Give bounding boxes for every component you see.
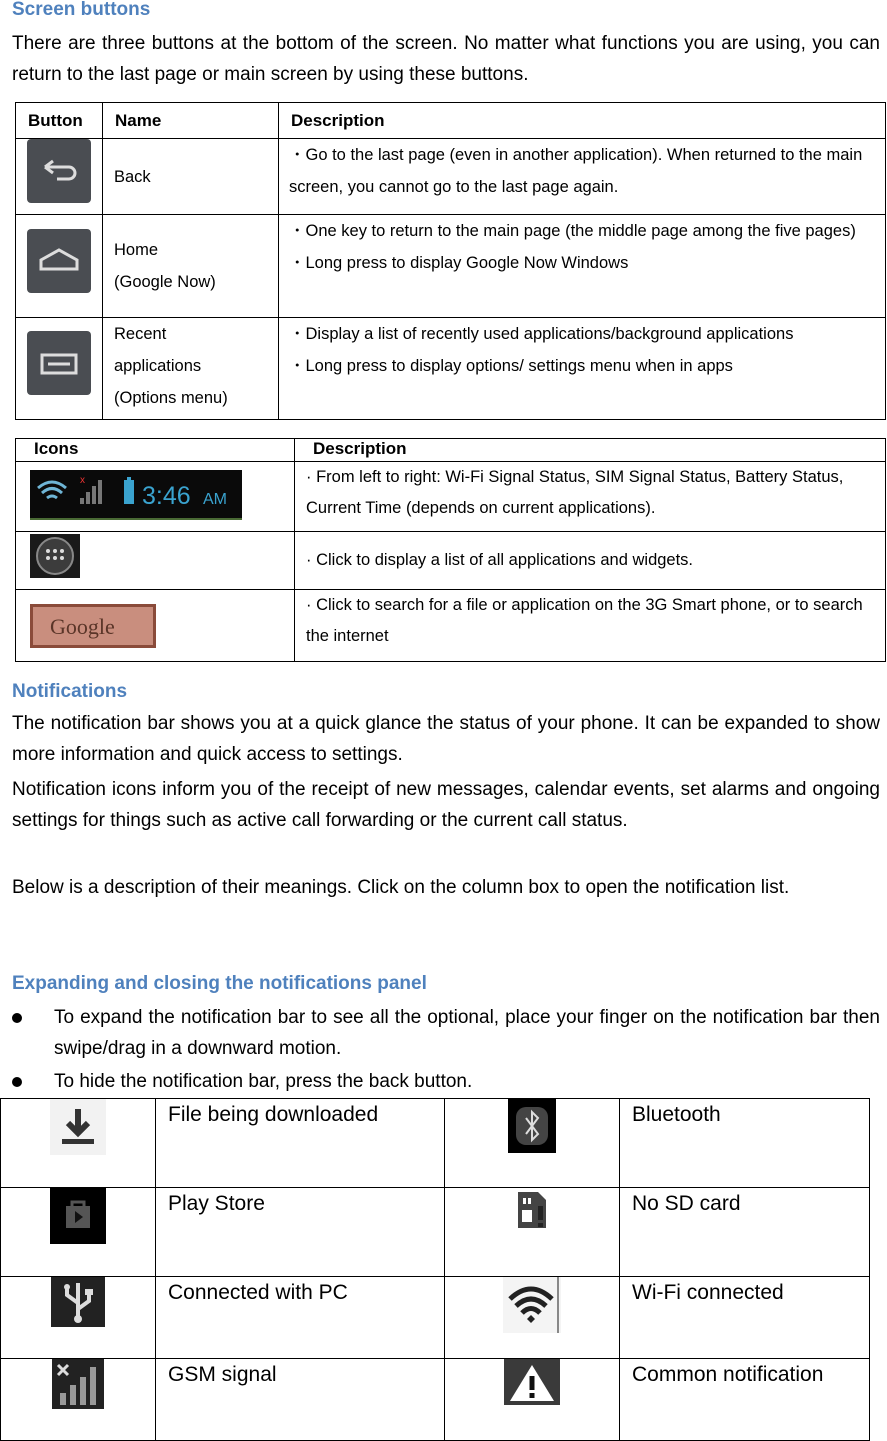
icon-desc-cell <box>295 462 886 532</box>
wifi-icon <box>503 1277 561 1333</box>
button-desc-line: ・One key to return to the main page (the middle page among the five pages) <box>289 222 856 240</box>
section-heading-notifications: Notifications <box>12 681 128 702</box>
button-desc-cell <box>279 215 886 318</box>
notif-icon-cell <box>1 1359 156 1441</box>
notif-icon-cell <box>445 1277 620 1359</box>
google-search-icon <box>30 604 156 648</box>
play-store-icon <box>50 1188 106 1244</box>
bullet-text: To hide the notification bar, press the back button. <box>54 1071 473 1092</box>
table-row <box>16 462 886 532</box>
table-row <box>1 1277 870 1359</box>
button-icon-cell <box>16 139 103 215</box>
button-desc-line: ・Long press to display Google Now Windows <box>289 254 629 272</box>
notif-label-cell <box>156 1277 445 1359</box>
notifications-para-2: Notification icons inform you of the receipt of new messages, calendar events, set alarms and ongoing settings for things such as active call forwarding or the current call status. <box>12 779 880 831</box>
button-icon-cell <box>16 215 103 318</box>
usb-icon <box>51 1277 105 1327</box>
header-button: Button <box>16 103 103 139</box>
table-header-row <box>16 439 886 462</box>
warning-icon <box>504 1359 560 1405</box>
notif-icon-cell <box>1 1277 156 1359</box>
button-desc-line: ・Go to the last page (even in another application). When returned to the main screen, you cannot go to the last page again. <box>289 146 863 196</box>
icon-desc: · Click to search for a file or application on the 3G Smart phone, or to search the internet <box>306 596 863 645</box>
button-name: Home <box>114 241 159 259</box>
table-row <box>16 532 886 590</box>
notif-label-cell <box>620 1359 870 1441</box>
header-icons: Icons <box>16 439 295 462</box>
svg-text:x: x <box>80 475 85 486</box>
all-apps-icon <box>30 534 80 578</box>
table-row <box>1 1188 870 1277</box>
table-row <box>1 1359 870 1441</box>
table-row <box>16 318 886 420</box>
notif-label: No SD card <box>632 1192 741 1215</box>
list-item <box>12 1002 880 1064</box>
table-row <box>16 590 886 662</box>
icon-desc: · From left to right: Wi-Fi Signal Status, SIM Signal Status, Battery Status, Current Time (depends on current applications). <box>306 468 844 517</box>
notif-icon-cell <box>445 1359 620 1441</box>
button-desc-line: ・Display a list of recently used applications/background applications <box>289 325 794 343</box>
icon-cell <box>16 532 295 590</box>
notification-icons-table <box>0 1098 870 1441</box>
icon-desc-cell <box>295 532 886 590</box>
notif-label-cell <box>156 1359 445 1441</box>
icon-cell <box>16 462 295 532</box>
icons-table <box>15 438 886 662</box>
notif-icon-cell <box>1 1188 156 1277</box>
list-item <box>12 1066 880 1097</box>
button-name-sub: (Options menu) <box>114 389 228 407</box>
notif-label-cell <box>620 1277 870 1359</box>
button-name: Back <box>114 167 151 186</box>
notif-label: Connected with PC <box>168 1281 348 1304</box>
notif-label: Wi-Fi connected <box>632 1281 784 1304</box>
button-icon-cell <box>16 318 103 420</box>
google-text: Google <box>50 614 115 639</box>
no-sd-card-icon <box>512 1188 552 1232</box>
notif-label-cell <box>156 1099 445 1188</box>
button-name-sub: applications <box>114 357 202 375</box>
button-name-cell <box>103 139 279 215</box>
table-row <box>16 215 886 318</box>
button-name-cell <box>103 318 279 420</box>
recent-apps-icon <box>27 331 91 395</box>
bullet-dot <box>12 1013 22 1023</box>
notifications-para-3: Below is a description of their meanings. Click on the column box to open the notification list. <box>12 877 790 898</box>
bullet-text: To expand the notification bar to see all the optional, place your finger on the notification bar then swipe/drag in a downward motion. <box>54 1007 880 1059</box>
download-icon <box>50 1099 106 1155</box>
header-description: Description <box>279 103 886 139</box>
notifications-para-1: The notification bar shows you at a quick glance the status of your phone. It can be expanded to show more information and quick access to settings. <box>12 713 880 765</box>
status-bar-icon <box>30 470 242 520</box>
header-name: Name <box>103 103 279 139</box>
section-heading-screen-buttons: Screen buttons <box>12 0 151 20</box>
notif-icon-cell <box>445 1099 620 1188</box>
notif-label-cell <box>620 1188 870 1277</box>
table-row <box>1 1099 870 1188</box>
back-icon <box>27 139 91 203</box>
notif-icon-cell <box>445 1188 620 1277</box>
bullet-dot <box>12 1077 22 1087</box>
notif-icon-cell <box>1 1099 156 1188</box>
notif-label: File being downloaded <box>168 1103 379 1126</box>
notif-label: GSM signal <box>168 1363 277 1386</box>
gsm-signal-icon <box>52 1359 104 1409</box>
status-time: 3:46 <box>142 482 191 510</box>
notif-label: Common notification <box>632 1363 824 1386</box>
icon-desc-cell <box>295 590 886 662</box>
bluetooth-icon <box>508 1099 556 1153</box>
button-name-sub: (Google Now) <box>114 273 216 291</box>
icon-desc: · Click to display a list of all applications and widgets. <box>306 551 694 569</box>
notif-label-cell <box>620 1099 870 1188</box>
section-heading-expanding: Expanding and closing the notifications panel <box>12 973 427 994</box>
table-header-row <box>16 103 886 139</box>
notif-label: Bluetooth <box>632 1103 721 1126</box>
button-name-cell <box>103 215 279 318</box>
button-desc-cell <box>279 139 886 215</box>
table-row <box>16 139 886 215</box>
notif-label: Play Store <box>168 1192 265 1215</box>
button-name: Recent <box>114 325 167 343</box>
button-desc-line: ・Long press to display options/ settings menu when in apps <box>289 357 733 375</box>
screen-buttons-intro: There are three buttons at the bottom of the screen. No matter what functions you are using, you can return to the last page or main screen by using these buttons. <box>12 33 880 85</box>
header-description: Description <box>295 439 886 462</box>
status-ampm: AM <box>203 491 227 508</box>
home-icon <box>27 229 91 293</box>
button-desc-cell <box>279 318 886 420</box>
icon-cell <box>16 590 295 662</box>
buttons-table <box>15 102 886 420</box>
notif-label-cell <box>156 1188 445 1277</box>
